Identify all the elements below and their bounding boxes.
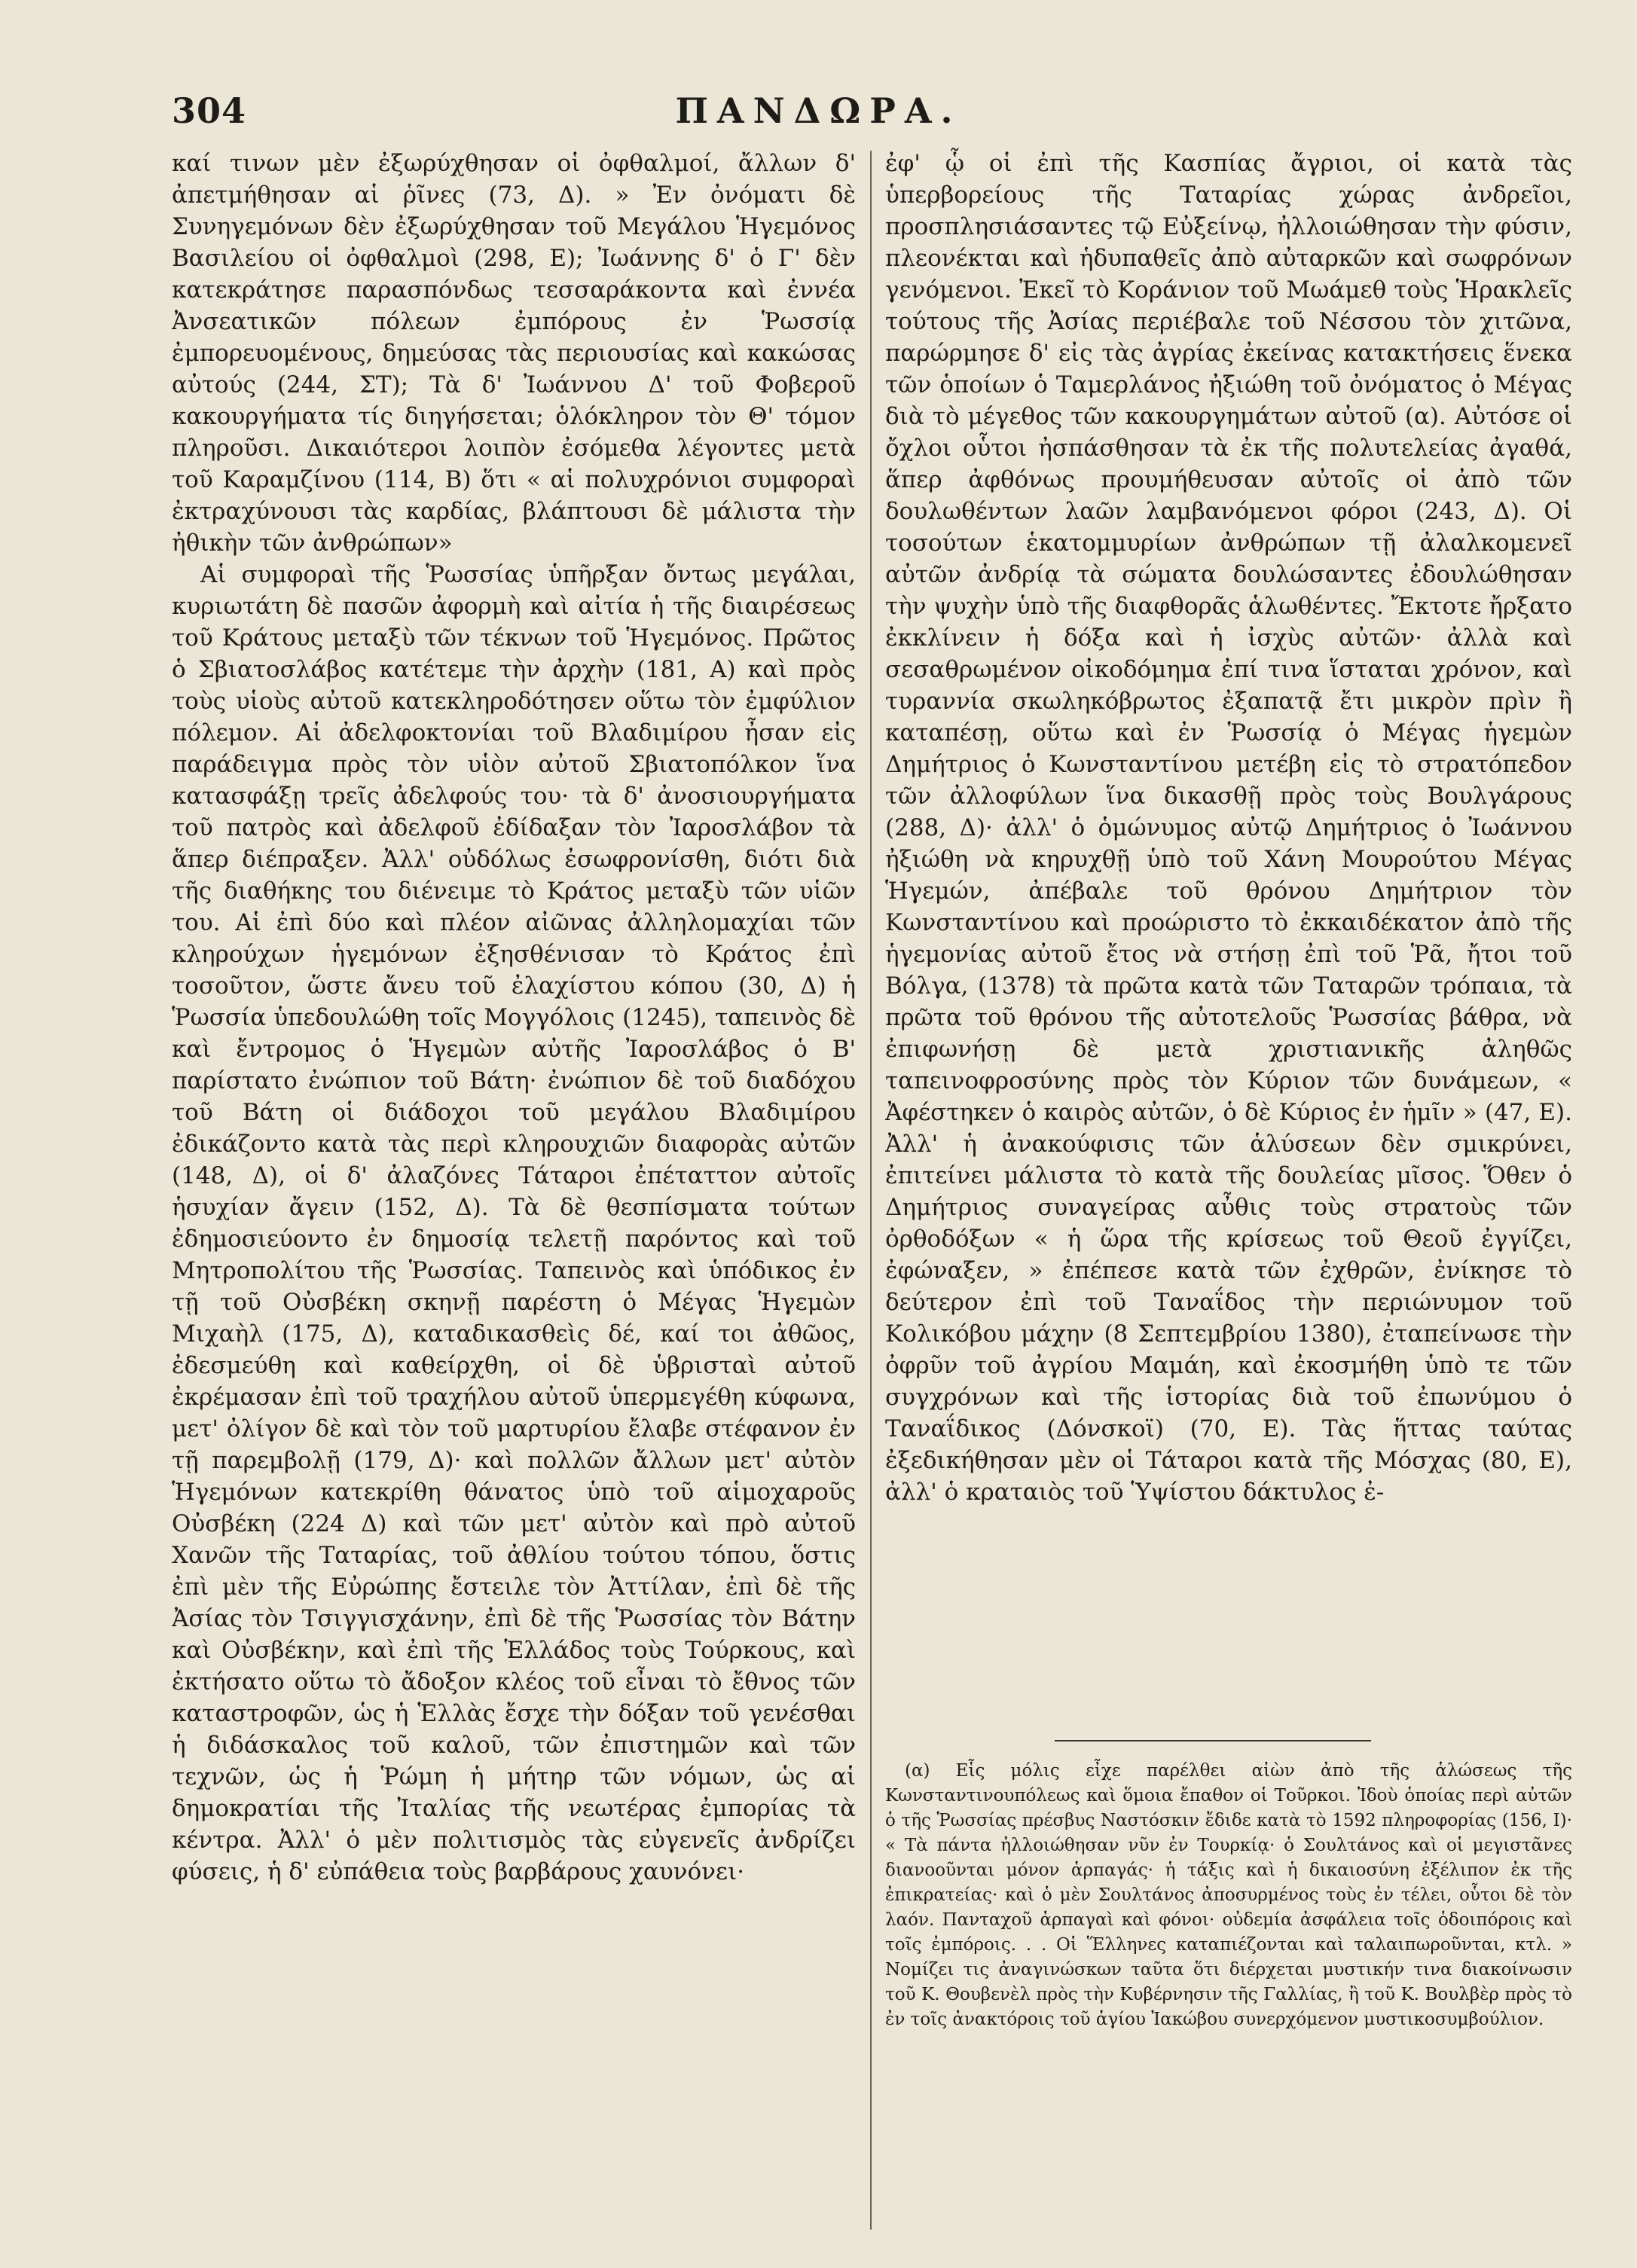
left-paragraph: καί τινων μὲν ἐξωρύχθησαν οἱ ὀφθαλμοί, ἄλλων δ' ἀπετμήθησαν αἱ ῥῖνες (73, Δ). » Ἐν ὀνόματι δὲ Συνηγεμόνων δὲν ἐξωρύχθησαν τοῦ Μεγάλου Ἡγεμόνος Βασιλείου οἱ ὀφθαλμοὶ (298, Ε); Ἰωάννης δ' ὁ Γ' δὲν κατεκράτησε παρασπόνδως τεσσαράκοντα καὶ ἐννέα Ἀνσεατικῶν πόλεων ἐμπόρους ἐν Ῥωσσίᾳ ἐμπορευομένους, δημεύσας τὰς περιουσίας καὶ κακώσας αὐτούς (244, ΣΤ); Τὰ δ' Ἰωάννου Δ' τοῦ Φοβεροῦ κακουργήματα τίς διηγήσεται; ὁλόκληρον τὸν Θ' τόμον πληροῦσι. Δικαιότεροι λοιπὸν ἐσόμεθα λέγοντες μετὰ τοῦ Καραμζίνου (114, Β) ὅτι « αἱ πολυχρόνιοι συμφοραὶ ἐκτραχύνουσι τὰς καρδίας, βλάπτουσι δὲ μάλιστα τὴν ἠθικὴν τῶν ἀνθρώπων»: [172, 150, 856, 557]
footnote-text: (α) Εἷς μόλις εἶχε παρέλθει αἰὼν ἀπὸ τῆς ἁλώσεως τῆς Κωνσταντινουπόλεως καὶ ὅμοια ἔπαθον οἱ Τοῦρκοι. Ἰδοὺ ὁποίας περὶ αὐτῶν ὁ τῆς Ῥωσσίας πρέσβυς Ναστόσκιν ἔδιδε κατὰ τὸ 1592 πληροφορίας (156, Ι)· « Τὰ πάντα ἠλλοιώθησαν νῦν ἐν Τουρκίᾳ· ὁ Σουλτάνος καὶ οἱ μεγιστᾶνες διανοοῦνται μόνον ἁρπαγάς· ἡ τάξις καὶ ἡ δικαιοσύνη ἐξέλιπον ἐκ τῆς ἐπικρατείας· καὶ ὁ μὲν Σουλτάνος ἀποσυρμένος τοὺς ἐν τέλει, οὗτοι δὲ τὸν λαόν. Πανταχοῦ ἁρπαγαὶ καὶ φόνοι· οὐδεμία ἀσφάλεια τοῖς ὁδοιπόροις καὶ τοῖς ἐμπόροις. . . Οἱ Ἕλληνες καταπιέζονται καὶ ταλαιπωροῦνται, κτλ. » Νομίζει τις ἀναγινώσκων ταῦτα ὅτι διέρχεται μυστικήν τινα διακοίνωσιν τοῦ Κ. Θουβενὲλ πρὸς τὴν Κυβέρνησιν τῆς Γαλλίας, ἢ τοῦ Κ. Βουλβὲρ πρὸς τὸ ἐν τοῖς ἀνακτόροις τοῦ ἁγίου Ἰακώβου συνερχόμενον μυστικοσυμβούλιον.: [885, 1761, 1572, 2029]
left-column: [172, 148, 856, 2242]
left-paragraph: Αἱ συμφοραὶ τῆς Ῥωσσίας ὑπῆρξαν ὄντως μεγάλαι, κυριωτάτη δὲ πασῶν ἀφορμὴ καὶ αἰτία ἡ τῆς διαιρέσεως τοῦ Κράτους μεταξὺ τῶν τέκνων τοῦ Ἡγεμόνος. Πρῶτος ὁ Σβιατοσλάβος κατέτεμε τὴν ἀρχὴν (181, Α) καὶ πρὸς τοὺς υἱοὺς αὐτοῦ κατεκληροδότησεν οὕτω τὸν ἐμφύλιον πόλεμον. Αἱ ἀδελφοκτονίαι τοῦ Βλαδιμίρου ἦσαν εἰς παράδειγμα πρὸς τὸν υἱὸν αὐτοῦ Σβιατοπόλκον ἵνα κατασφάξῃ τρεῖς ἀδελφούς του· τὰ δ' ἀνοσιουργήματα τοῦ πατρὸς καὶ ἀδελφοῦ ἐδίδαξαν τὸν Ἰαροσλάβον τὰ ἅπερ διέπραξεν. Ἀλλ' οὐδόλως ἐσωφρονίσθη, διότι διὰ τῆς διαθήκης του διένειμε τὸ Κράτος μεταξὺ τῶν υἱῶν του. Αἱ ἐπὶ δύο καὶ πλέον αἰῶνας ἀλληλομαχίαι τῶν κληρούχων ἡγεμόνων ἐξησθένισαν τὸ Κράτος ἐπὶ τοσοῦτον, ὥστε ἄνευ τοῦ ἐλαχίστου κόπου (30, Δ) ἡ Ῥωσσία ὑπεδουλώθη τοῖς Μογγόλοις (1245), ταπεινὸς δὲ καὶ ἔντρομος ὁ Ἡγεμὼν αὐτῆς Ἰαροσλάβος ὁ Β' παρίστατο ἐνώπιον τοῦ Βάτη· ἐνώπιον δὲ τοῦ διαδόχου τοῦ Βάτη οἱ διάδοχοι τοῦ μεγάλου Βλαδιμίρου ἐδικάζοντο κατὰ τὰς περὶ κληρουχιῶν διαφορὰς αὐτῶν (148, Δ), οἱ δ' ἀλαζόνες Τάταροι ἐπέταττον αὐτοῖς ἡσυχίαν ἄγειν (152, Δ). Τὰ δὲ θεσπίσματα τούτων ἐδημοσιεύοντο ἐν δημοσίᾳ τελετῇ παρόντος καὶ τοῦ Μητροπολίτου τῆς Ῥωσσίας. Ταπεινὸς καὶ ὑπόδικος ἐν τῇ τοῦ Οὐσβέκη σκηνῇ παρέστη ὁ Μέγας Ἡγεμὼν Μιχαὴλ (175, Δ), καταδικασθεὶς δέ, καί τοι ἀθῶος, ἐδεσμεύθη καὶ καθείρχθη, οἱ δὲ ὑβρισταὶ αὐτοῦ ἐκρέμασαν ἐπὶ τοῦ τραχήλου αὐτοῦ ὑπερμεγέθη κύφωνα, μετ' ὀλίγον δὲ καὶ τὸν τοῦ μαρτυρίου ἔλαβε στέφανον ἐν τῇ παρεμβολῇ (179, Δ)· καὶ πολλῶν ἄλλων μετ' αὐτὸν Ἡγεμόνων κατεκρίθη θάνατος ὑπὸ τοῦ αἱμοχαροῦς Οὐσβέκη (224 Δ) καὶ τῶν μετ' αὐτὸν καὶ πρὸ αὐτοῦ Χανῶν τῆς Ταταρίας, τοῦ ἀθλίου τούτου τόπου, ὅστις ἐπὶ μὲν τῆς Εὐρώπης ἔστειλε τὸν Ἀττίλαν, ἐπὶ δὲ τῆς Ἀσίας τὸν Τσιγγισχάνην, ἐπὶ δὲ τῆς Ῥωσσίας τὸν Βάτην καὶ Οὐσβέκην, καὶ ἐπὶ τῆς Ἑλλάδος τοὺς Τούρκους, καὶ ἐκτήσατο οὕτω τὸ ἄδοξον κλέος τοῦ εἶναι τὸ ἔθνος τῶν καταστροφῶν, ὡς ἡ Ἑλλὰς ἔσχε τὴν δόξαν τοῦ γενέσθαι ἡ διδάσκαλος τοῦ καλοῦ, τῶν ἐπιστημῶν καὶ τῶν τεχνῶν, ὡς ἡ Ῥώμη ἡ μήτηρ τῶν νόμων, ὡς αἱ δημοκρατίαι τῆς Ἰταλίας τῆς νεωτέρας ἐμπορίας τὰ κέντρα. Ἀλλ' ὁ μὲν πολιτισμὸς τὰς εὐγενεῖς ἀνδρίζει φύσεις, ἡ δ' εὐπάθεια τοὺς βαρβάρους χαυνόνει·: [172, 561, 856, 1885]
page-number: 304: [172, 90, 247, 131]
column-divider: [870, 151, 872, 2230]
footnote: [885, 1759, 1572, 2226]
page-header: [0, 90, 1637, 143]
right-column: [885, 148, 1572, 1726]
right-paragraph: ἐφ' ᾧ οἱ ἐπὶ τῆς Κασπίας ἄγριοι, οἱ κατὰ τὰς ὑπερβορείους τῆς Ταταρίας χώρας ἀνδρεῖοι, προσπλησιάσαντες τῷ Εὐξείνῳ, ἠλλοιώθησαν τὴν φύσιν, πλεονέκται καὶ ἡδυπαθεῖς ἀπὸ αὐταρκῶν καὶ σωφρόνων γενόμενοι. Ἐκεῖ τὸ Κοράνιον τοῦ Μωάμεθ τοὺς Ἡρακλεῖς τούτους τῆς Ἀσίας περιέβαλε τοῦ Νέσσου τὸν χιτῶνα, παρώρμησε δ' εἰς τὰς ἀγρίας ἐκείνας κατακτήσεις ἕνεκα τῶν ὁποίων ὁ Ταμερλάνος ἠξιώθη τοῦ ὀνόματος ὁ Μέγας διὰ τὸ μέγεθος τῶν κακουργημάτων αὐτοῦ (α). Αὐτόσε οἱ ὄχλοι οὗτοι ἠσπάσθησαν τὰ ἐκ τῆς πολυτελείας ἀγαθά, ἅπερ ἀφθόνως προυμήθευσαν αὐτοῖς οἱ ἀπὸ τῶν δουλωθέντων λαῶν λαμβανόμενοι φόροι (243, Δ). Οἱ τοσούτων ἑκατομμυρίων ἀνθρώπων τῇ ἀλαλκομενεῖ αὐτῶν ἀνδρίᾳ τὰ σώματα δουλώσαντες ἐδουλώθησαν τὴν ψυχὴν ὑπὸ τῆς διαφθορᾶς ἁλωθέντες. Ἔκτοτε ἤρξατο ἐκκλίνειν ἡ δόξα καὶ ἡ ἰσχὺς αὐτῶν· ἀλλὰ καὶ σεσαθρωμένον οἰκοδόμημα ἐπί τινα ἵσταται χρόνον, καὶ τυραννία σκωληκόβρωτος ἐξαπατᾷ ἔτι μικρὸν πρὶν ἢ καταπέσῃ, οὕτω καὶ ἐν Ῥωσσίᾳ ὁ Μέγας ἡγεμὼν Δημήτριος ὁ Κωνσταντίνου μετέβη εἰς τὸ στρατόπεδον τῶν ἀλλοφύλων ἵνα δικασθῇ πρὸς τοὺς Βουλγάρους (288, Δ)· ἀλλ' ὁ ὁμώνυμος αὐτῷ Δημήτριος ὁ Ἰωάννου ἠξιώθη νὰ κηρυχθῇ ὑπὸ τοῦ Χάνη Μουρούτου Μέγας Ἡγεμών, ἀπέβαλε τοῦ θρόνου Δημήτριον τὸν Κωνσταντίνου καὶ προώριστο τὸ ἐκκαιδέκατον ἀπὸ τῆς ἡγεμονίας αὐτοῦ ἔτος νὰ στήσῃ ἐπὶ τοῦ Ῥᾶ, ἤτοι τοῦ Βόλγα, (1378) τὰ πρῶτα κατὰ τῶν Ταταρῶν τρόπαια, τὰ πρῶτα τοῦ θρόνου τῆς αὐτοτελοῦς Ῥωσσίας βάθρα, νὰ ἐπιφωνήσῃ δὲ μετὰ χριστιανικῆς ἀληθῶς ταπεινοφροσύνης πρὸς τὸν Κύριον τῶν δυνάμεων, « Ἀφέστηκεν ὁ καιρὸς αὐτῶν, ὁ δὲ Κύριος ἐν ἡμῖν » (47, Ε). Ἀλλ' ἡ ἀνακούφισις τῶν ἁλύσεων δὲν σμικρύνει, ἐπιτείνει μάλιστα τὸ κατὰ τῆς δουλείας μῖσος. Ὅθεν ὁ Δημήτριος συναγείρας αὖθις τοὺς στρατοὺς τῶν ὀρθοδόξων « ἡ ὥρα τῆς κρίσεως τοῦ Θεοῦ ἐγγίζει, ἐφώναξεν, » ἐπέπεσε κατὰ τῶν ἐχθρῶν, ἐνίκησε τὸ δεύτερον ἐπὶ τοῦ Ταναΐδος τὴν περιώνυμον τοῦ Κολικόβου μάχην (8 Σεπτεμβρίου 1380), ἐταπείνωσε τὴν ὀφρῦν τοῦ ἀγρίου Μαμάη, καὶ ἐκοσμήθη ὑπὸ τε τῶν συγχρόνων καὶ τῆς ἱστορίας διὰ τοῦ ἐπωνύμου ὁ Ταναΐδικος (Δόνσκοϊ) (70, Ε). Τὰς ἥττας ταύτας ἐξεδικήθησαν μὲν οἱ Τάταροι κατὰ τῆς Μόσχας (80, Ε), ἀλλ' ὁ κραταιὸς τοῦ Ὑψίστου δάκτυλος ἐ-: [885, 150, 1572, 1506]
footnote-rule: [1055, 1740, 1371, 1741]
running-title: ΠΑΝΔΩΡΑ.: [675, 90, 962, 131]
